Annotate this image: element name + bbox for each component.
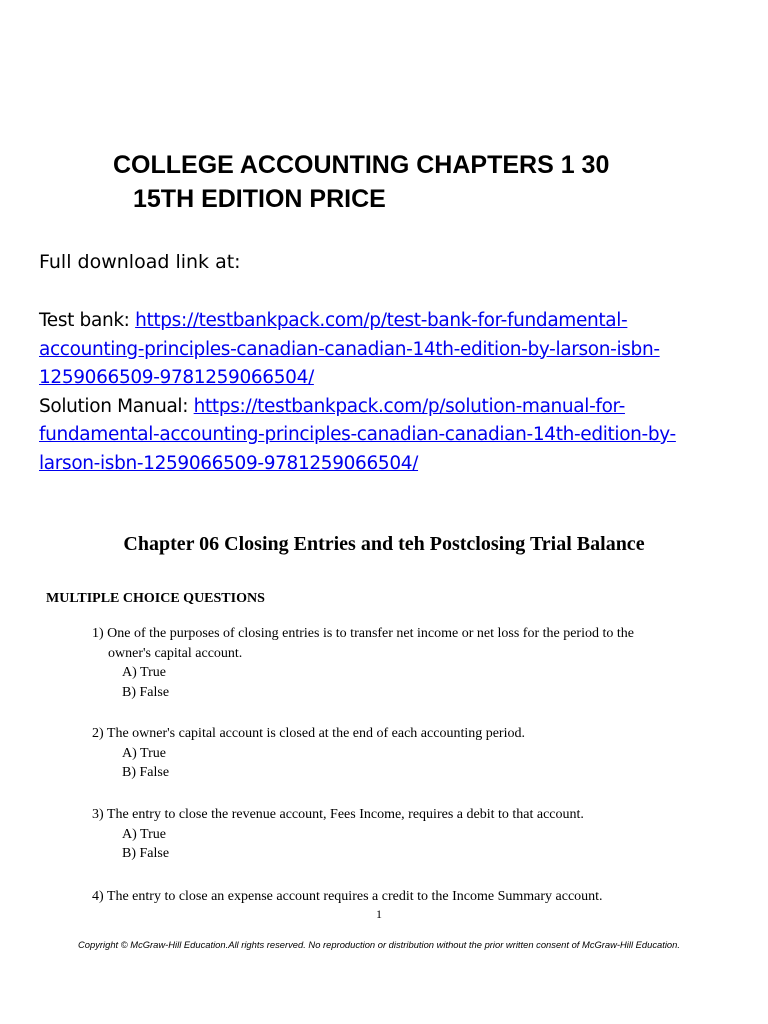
chapter-title: Chapter 06 Closing Entries and teh Postclosing Trial Balance xyxy=(123,533,645,555)
download-intro: Full download link at: xyxy=(39,251,241,273)
document-title xyxy=(113,148,753,216)
solution-link-line-3: larson-isbn-1259066509-9781259066504/ xyxy=(39,452,419,474)
answer-option-b: B) False xyxy=(122,684,170,700)
solution-manual-entry xyxy=(39,393,739,479)
answer-option-a: A) True xyxy=(122,665,166,680)
question-text: 2) The owner's capital account is closed at the end of each accounting period. xyxy=(92,726,525,741)
section-heading: MULTIPLE CHOICE QUESTIONS xyxy=(46,591,265,606)
test-bank-label: Test bank: xyxy=(39,310,130,331)
answer-option-b: B) False xyxy=(122,846,170,861)
test-bank-link-line-3: 1259066509-9781259066504/ xyxy=(39,367,314,388)
question-text: 3) The entry to close the revenue account, Fees Income, requires a debit to that account. xyxy=(92,807,584,822)
copyright-notice: Copyright © McGraw-Hill Education.All rights reserved. No reproduction or distribution without the prior written consent of McGraw-Hill Education. xyxy=(78,939,680,950)
question-4 xyxy=(92,887,692,907)
page-number: 1 xyxy=(376,907,382,921)
title-line-1: COLLEGE ACCOUNTING CHAPTERS 1 30 xyxy=(113,151,610,179)
question-text: 1) One of the purposes of closing entries is to transfer net income or net loss for the period to the xyxy=(92,626,634,641)
answer-option-a: A) True xyxy=(122,826,166,842)
test-bank-link-line-1: https://testbankpack.com/p/test-bank-for-fundamental- xyxy=(135,310,628,331)
question-text-continued: owner's capital account. xyxy=(108,645,243,661)
solution-manual-label: Solution Manual: xyxy=(39,395,189,417)
test-bank-entry xyxy=(39,307,739,393)
question-3 xyxy=(92,805,692,864)
answer-option-a: A) True xyxy=(122,745,166,761)
question-2 xyxy=(92,724,692,783)
title-line-2: 15TH EDITION PRICE xyxy=(133,185,386,213)
question-text: 4) The entry to close an expense account requires a credit to the Income Summary account. xyxy=(92,889,603,904)
question-1 xyxy=(92,624,692,702)
solution-link-line-1: https://testbankpack.com/p/solution-manual-for- xyxy=(193,395,625,417)
solution-link-line-2: fundamental-accounting-principles-canadian-canadian-14th-edition-by- xyxy=(39,424,676,445)
download-links xyxy=(39,307,739,478)
test-bank-link[interactable] xyxy=(39,310,660,388)
test-bank-link-line-2: accounting-principles-canadian-canadian-14th-edition-by-larson-isbn- xyxy=(39,338,660,360)
answer-option-b: B) False xyxy=(122,765,170,780)
